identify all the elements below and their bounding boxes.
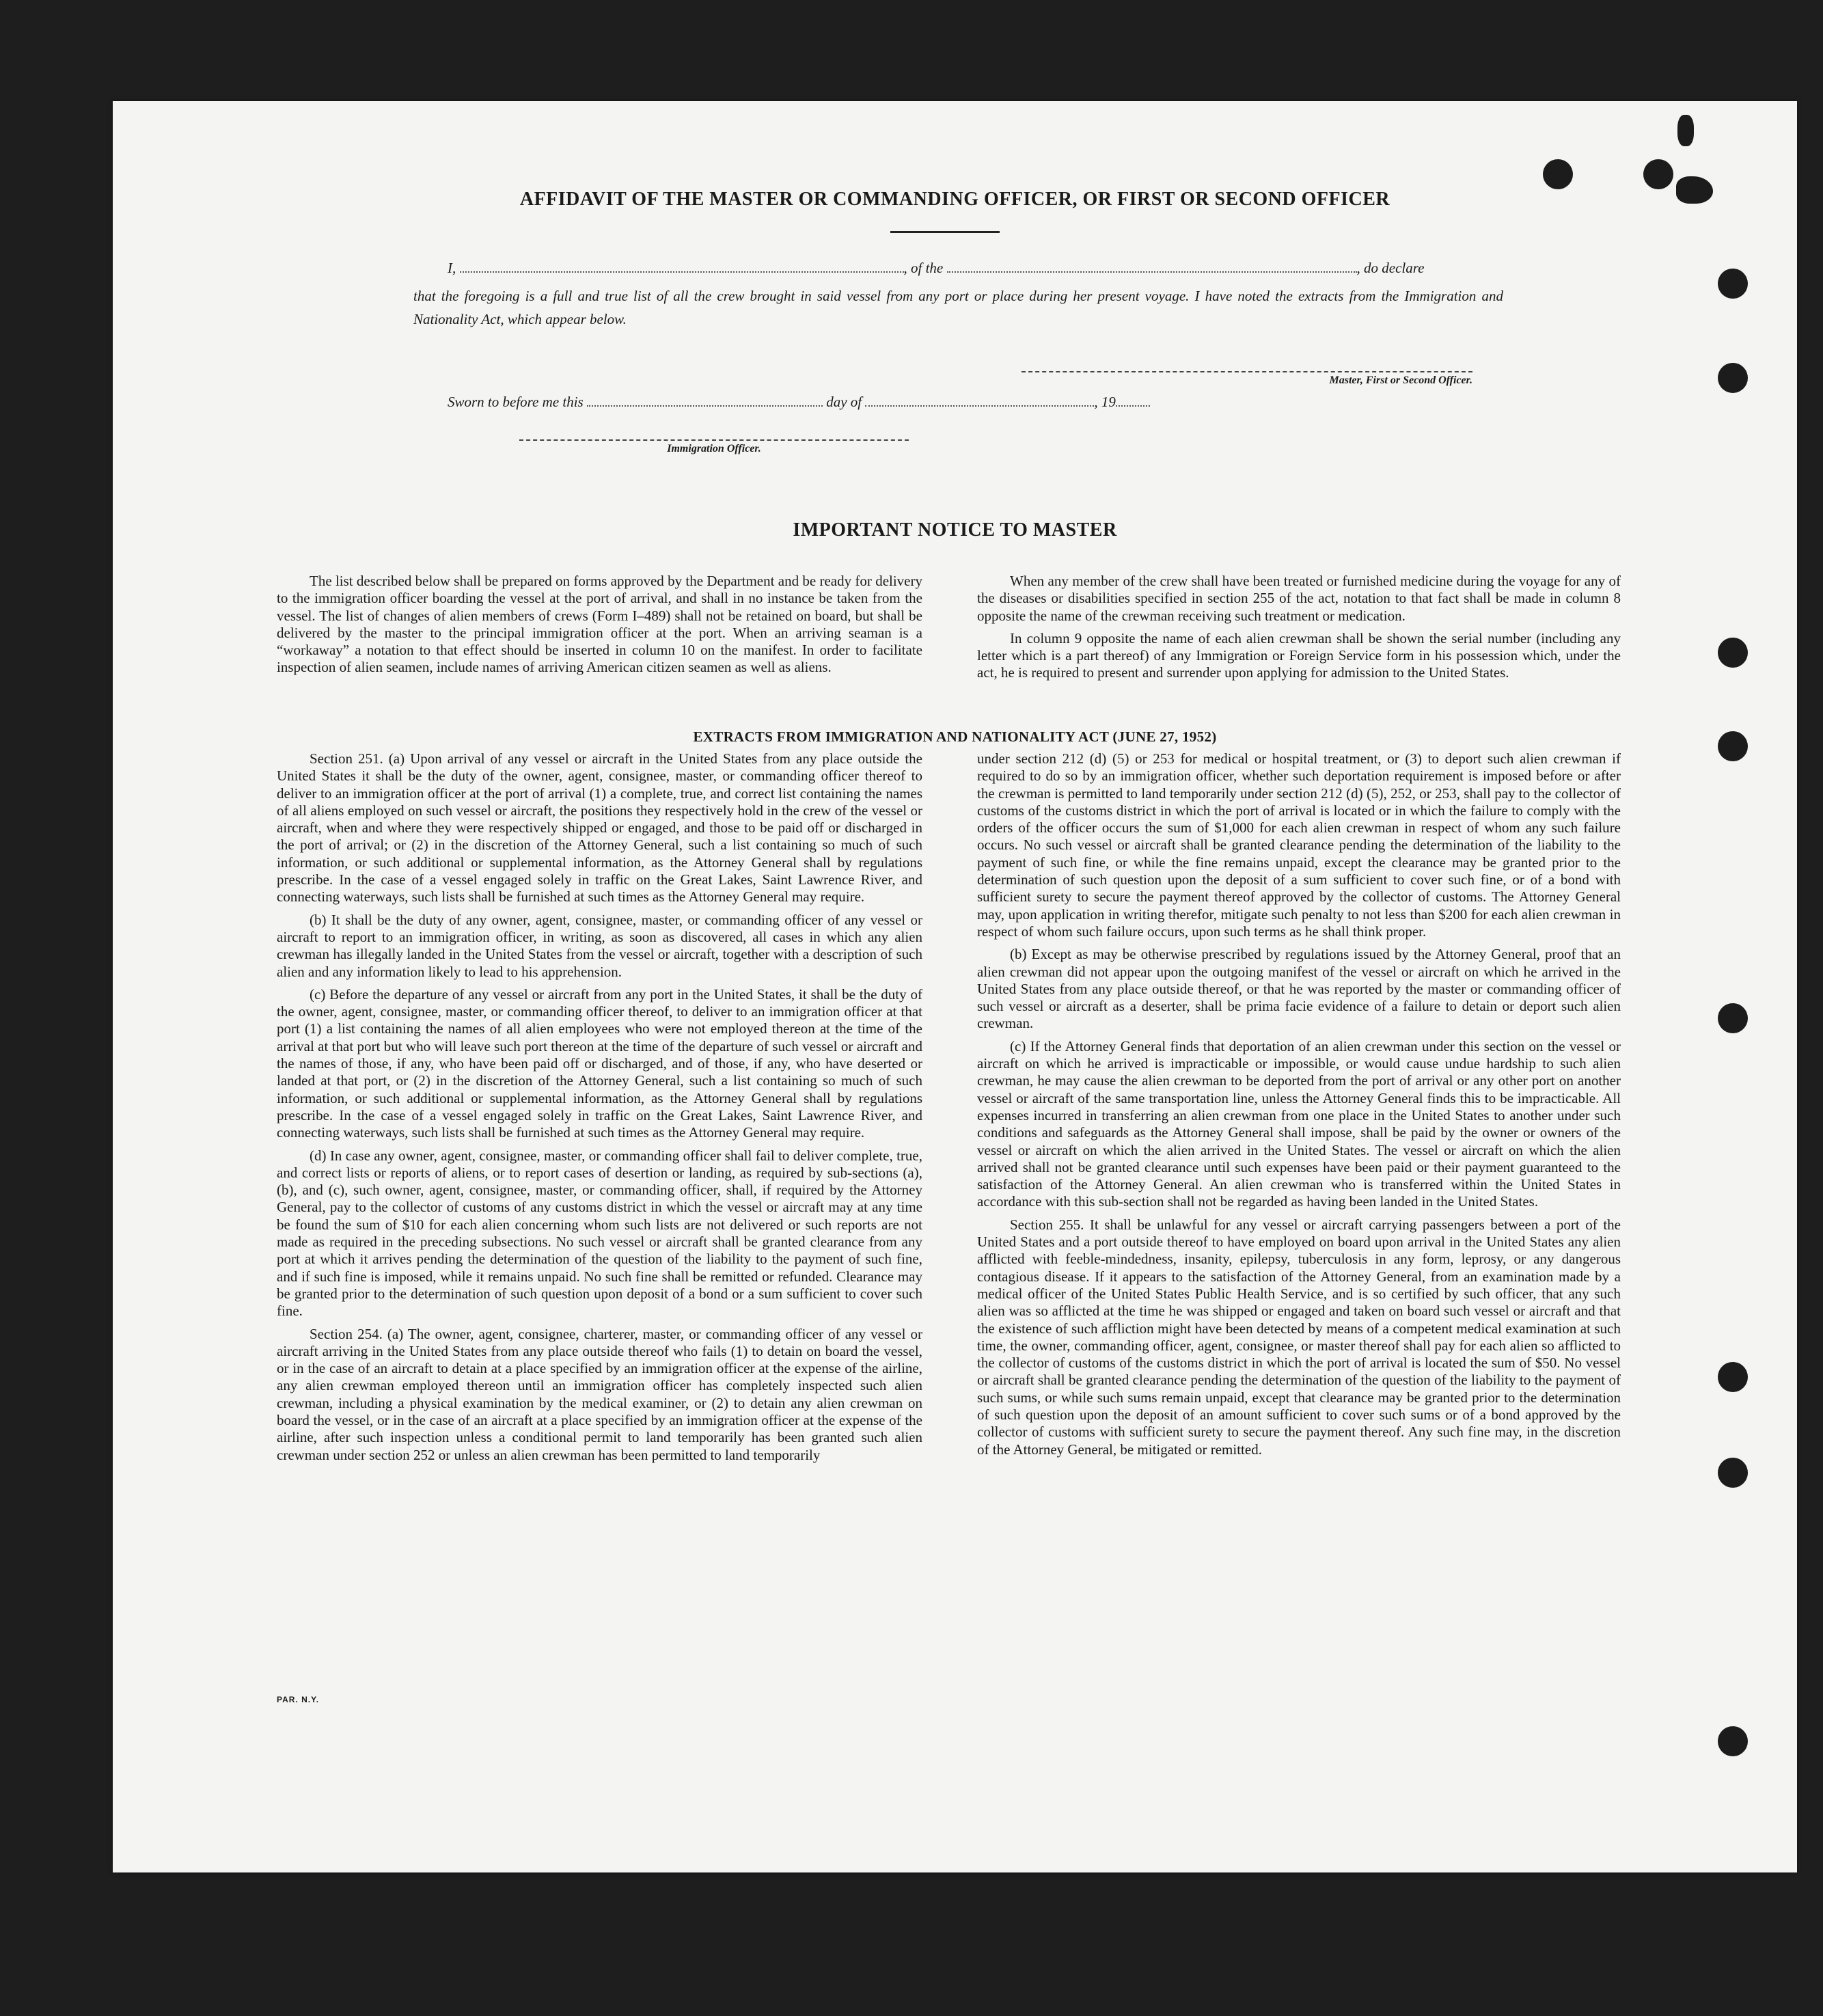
printer-mark: PAR. N.Y. (277, 1695, 320, 1704)
sworn-month-blank[interactable] (865, 405, 1094, 407)
punch-hole (1718, 638, 1748, 668)
i-label: I, (448, 260, 456, 276)
punch-hole (1643, 159, 1673, 189)
name-blank[interactable] (460, 271, 904, 273)
affidavit-title: AFFIDAVIT OF THE MASTER OR COMMANDING OFFICER, OR FIRST OR SECOND OFFICER (519, 189, 1390, 210)
notice-left-column (277, 573, 922, 682)
act-paragraph: (c) If the Attorney General finds that deportation of an alien crewman under this section on the vessel or aircraft on which he arrived is impracticable or impossible, or would cause undue hardship to such alien crewman, he may cause the alien crewman to be deported from the port of arrival or any other port on another vessel or aircraft of the same transportation line, unless the Attorney General finds this to be impracticable. All expenses incurred in transferring an alien crewman from one place in the United States to another under such conditions and safeguards as the Attorney General shall impose, shall be paid by the owner or owners of the vessel or aircraft on which the alien arrived in the United States. The vessel or aircraft on which the alien arrived shall not be granted clearance until such expenses have been paid or their payment guaranteed to the satisfaction of the Attorney General. An alien crewman who is transferred within the United States in accordance with this sub-section shall not be regarded as having been landed in the United States. (977, 1037, 1621, 1210)
master-signature-caption: Master, First or Second Officer. (1329, 374, 1472, 386)
act-paragraph: Section 255. It shall be unlawful for any vessel or aircraft carrying passengers between a port of the United States and a port outside thereof to have employed on board upon arrival in the United States any alien afflicted with feeble-mindedness, insanity, epilepsy, tuberculosis in any form, leprosy, or any dangerous contagious disease. If it appears to the satisfaction of the Attorney General, from an examination made by a medical officer of the United States Public Health Service, and is so certified by such officer, that any such alien was so afflicted at the time he was shipped or engaged and taken on board such vessel or aircraft and that the existence of such affliction might have been detected by means of a competent medical examination at such time, the owner, commanding officer, agent, consignee, or master thereof shall pay for each alien so afflicted to the collector of customs of the customs district in which the port of arrival is located the sum of $50. No vessel or aircraft shall be granted clearance pending the determination of the question of the liability to the payment of such sums, or while such sums remain unpaid, except that clearance may be granted prior to the determination of such question upon the deposit of an amount sufficient to cover such sums or of a bond approved by the collector of customs with sufficient surety to secure the payment thereof. Any such fine may, in the discretion of the Attorney General, be mitigated or remitted. (977, 1216, 1621, 1458)
punch-hole (1718, 269, 1748, 299)
punch-hole (1718, 363, 1748, 393)
act-paragraph: under section 212 (d) (5) or 253 for medical or hospital treatment, or (3) to deport such alien crewman if required to do so by an immigration officer, whether such deportation requirement is imposed before or after the crewman is permitted to land temporarily under section 212 (d) (5), 252, or 253, shall pay to the collector of customs of the customs district in which the port of arrival is located or in which the failure to comply with the orders of the officer occurs the sum of $1,000 for each alien crewman in respect of whom any such failure occurs. No such vessel or aircraft shall be granted clearance pending the determination of the liability to the payment of such fine, or while the fine remains unpaid, except the clearance may be granted prior to the determination of such question upon the deposit of a sum sufficient to cover such fine, or of a bond with sufficient surety to secure the payment thereof approved by the collector of customs. The Attorney General may, upon application in writing therefor, mitigate such penalty to not less than $200 for each alien crewman in respect of whom such failure occurs, upon such terms as he shall think proper. (977, 750, 1621, 940)
punch-hole (1718, 1726, 1748, 1756)
vessel-blank[interactable] (947, 271, 1357, 273)
of-the-label: , of the (903, 260, 944, 276)
act-paragraph: Section 254. (a) The owner, agent, consignee, charterer, master, or commanding officer of any vessel or aircraft arriving in the United States from any place outside thereof who fails (1) to detain on board the vessel, or in the case of an aircraft to detain at a place specified by an immigration officer at the expense of the airline, any alien crewman employed thereon until an immigration officer has completely inspected such alien crewman, including a physical examination by the medical examiner, or (2) to detain any alien crewman on board the vessel, or in the case of an aircraft at a place specified by an immigration officer at the expense of the airline, after such inspection unless a conditional permit to land temporarily has been granted such alien crewman under section 252 or unless an alien crewman has been permitted to land temporarily (277, 1325, 922, 1463)
sworn-line (448, 394, 1336, 411)
day-of-label: day of (826, 394, 862, 410)
notice-paragraph: The list described below shall be prepared on forms approved by the Department and be ready for delivery to the immigration officer boarding the vessel at the port of arrival, and shall in no instance be taken from the vessel. The list of changes of alien members of crews (Form I–489) shall not be retained on board, but shall be delivered by the master to the principal immigration officer at the port. When an arriving seaman is a “workaway” a notation to that effect should be inserted in column 10 on the manifest. In order to facilitate inspection of alien seamen, include names of arriving American citizen seamen as well as aliens. (277, 573, 922, 676)
year-label: , 19 (1094, 394, 1116, 410)
sworn-label: Sworn to before me this (448, 394, 584, 410)
sworn-day-blank[interactable] (587, 405, 823, 407)
extracts-title: EXTRACTS FROM IMMIGRATION AND NATIONALITY ACT (JUNE 27, 1952) (693, 728, 1217, 745)
act-paragraph: (c) Before the departure of any vessel or aircraft from any port in the United States, it shall be the duty of the owner, agent, consignee, master, or commanding officer thereof, to deliver to an immigration officer at that port (1) a list containing the names of all alien employees who were not employed thereon at the time of the arrival at that port but who will leave such port thereon at the time of the departure of such vessel or aircraft and the names of those, if any, who have been paid off or discharged, and of those, if any, who have deserted or landed at that port, or (2) in the discretion of the Attorney General, such a list containing so much of such information, or such additional or supplemental information, as the Attorney General shall by regulations prescribe. In the case of a vessel engaged solely in traffic on the Great Lakes, Saint Lawrence River, and connecting waterways, such lists shall be furnished at such times as the Attorney General may require. (277, 985, 922, 1141)
officer-signature-caption: Immigration Officer. (667, 443, 761, 454)
officer-signature-line[interactable] (519, 439, 909, 441)
affidavit-statement: that the foregoing is a full and true list of all the crew brought in said vessel from any port or place during her present voyage. I have noted the extracts from the Immigration and Nationality Act, which appear below. (413, 288, 1503, 327)
extracts-right-column (977, 750, 1621, 1464)
notice-paragraph: When any member of the crew shall have been treated or furnished medicine during the voyage for any of the diseases or disabilities specified in section 255 of the act, notation to that fact shall be made in column 8 opposite the name of the crewman receiving such treatment or medication. (977, 573, 1621, 624)
act-paragraph: (d) In case any owner, agent, consignee, master, or commanding officer shall fail to deliver complete, true, and correct lists or reports of aliens, or to report cases of desertion or landing, as required by sub-sections (a), (b), and (c), such owner, agent, consignee, master, or commanding officer, shall, if required by the Attorney General, pay to the collector of customs of any customs district in which the vessel or aircraft may at any time be found the sum of $10 for each alien concerning whom such lists are not delivered or such reports are not made as required in the preceding subsections. No such vessel or aircraft shall be granted clearance from any port at which it arrives pending the determination of the question of the liability to the payment of such fine, and if such fine is imposed, while it remains unpaid. No such fine shall be remitted or refunded. Clearance may be granted prior to the determination of such question upon deposit of a bond or a sum sufficient to cover such fine. (277, 1147, 922, 1320)
act-paragraph: Section 251. (a) Upon arrival of any vessel or aircraft in the United States from any place outside the United States it shall be the duty of the owner, agent, consignee, master, or commanding officer thereof to deliver to an immigration officer at the port of arrival (1) a complete, true, and correct list containing the names of all aliens employed on such vessel or aircraft, the positions they respectively hold in the crew of the vessel or aircraft, when and where they were respectively shipped or engaged, and those to be paid off or discharged in the port of arrival; or (2) in the discretion of the Attorney General, such a list containing so much of such information, or such additional or supplemental information, as the Attorney General shall by regulations prescribe. In the case of a vessel engaged solely in traffic on the Great Lakes, Saint Lawrence River, and connecting waterways, such lists shall be furnished at such times as the Attorney General may require. (277, 750, 922, 905)
notice-paragraph: In column 9 opposite the name of each alien crewman shall be shown the serial number (including any letter which is a part thereof) of any Immigration or Foreign Service form in his possession which, under the act, he is required to present and surrender upon applying for admission to the United States. (977, 629, 1621, 681)
punch-hole (1718, 1003, 1748, 1033)
act-paragraph: (b) Except as may be otherwise prescribed by regulations issued by the Attorney General, proof that an alien crewman did not appear upon the outgoing manifest of the vessel or aircraft on which he arrived in the United States from any place outside thereof, or that he was reported by the master or commanding officer of such vessel or aircraft as a deserter, shall be prima facie evidence of a failure to detain or deport such alien crewman. (977, 946, 1621, 1032)
act-paragraph: (b) It shall be the duty of any owner, agent, consignee, master, or commanding officer of any vessel or aircraft to report to an immigration officer, in writing, as soon as discovered, all cases in which any alien crewman has illegally landed in the United States from the vessel or aircraft, together with a description of such alien and any information likely to lead to his apprehension. (277, 911, 922, 980)
sworn-year-blank[interactable] (1116, 405, 1150, 407)
punch-hole (1718, 1458, 1748, 1488)
declaration-line (448, 260, 1503, 277)
notice-right-column (977, 573, 1621, 687)
document-page (113, 101, 1797, 1872)
ink-blot (1677, 115, 1694, 146)
master-signature-line[interactable] (1022, 371, 1472, 372)
punch-hole (1543, 159, 1573, 189)
extracts-left-column (277, 750, 922, 1469)
title-rule (890, 231, 1000, 233)
declare-label: , do declare (1356, 260, 1425, 276)
notice-title: IMPORTANT NOTICE TO MASTER (793, 519, 1117, 541)
punch-hole (1718, 1362, 1748, 1392)
